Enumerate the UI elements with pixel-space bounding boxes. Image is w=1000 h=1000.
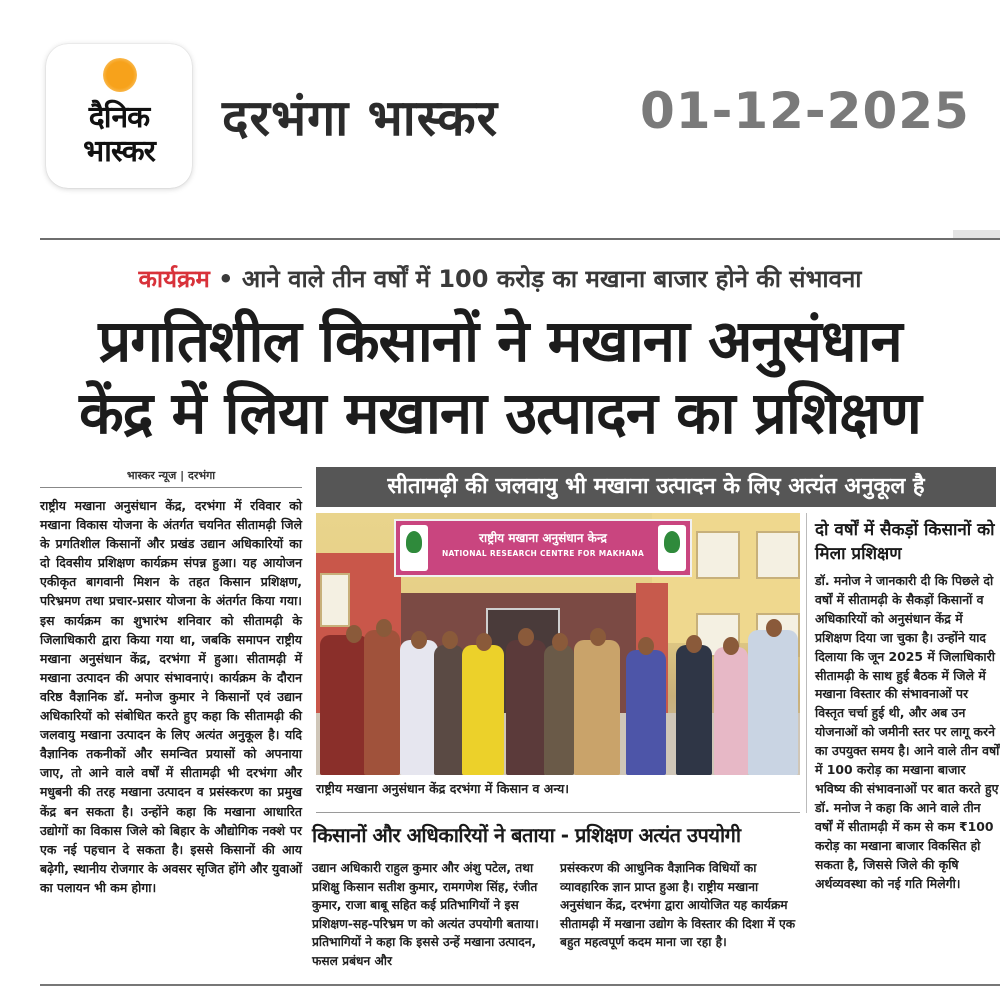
sun-icon	[103, 58, 137, 92]
person-head	[552, 633, 568, 651]
group-photo	[316, 513, 800, 775]
subsection-divider	[316, 812, 800, 813]
person-figure	[506, 640, 546, 775]
top-rule-tab	[953, 230, 1000, 238]
person-figure	[364, 630, 400, 775]
person-figure	[462, 645, 504, 775]
person-head	[476, 633, 492, 651]
person-head	[590, 628, 606, 646]
logo-line2: भास्कर	[83, 134, 155, 169]
sign-english-text: NATIONAL RESEARCH CENTRE FOR MAKHANA	[441, 549, 645, 558]
kicker-text: आने वाले तीन वर्षों में 100 करोड़ का मखाना बाजार होने की संभावना	[241, 265, 862, 293]
icar-logo-icon	[658, 525, 686, 571]
edition-date: 01-12-2025	[640, 82, 970, 140]
photo-window	[756, 531, 800, 579]
person-head	[766, 619, 782, 637]
kicker	[0, 262, 1000, 295]
person-head	[346, 625, 362, 643]
person-figure	[574, 640, 620, 775]
main-story-column	[40, 468, 302, 897]
top-divider	[40, 238, 1000, 240]
strap-headline: सीतामढ़ी की जलवायु भी मखाना उत्पादन के लिए अत्यंत अनुकूल है	[316, 467, 996, 507]
byline: भास्कर न्यूज | दरभंगा	[40, 468, 302, 488]
dainik-bhaskar-logo	[46, 44, 192, 188]
person-head	[518, 628, 534, 646]
person-head	[442, 631, 458, 649]
person-figure	[714, 647, 748, 775]
sidebar-body: डॉ. मनोज ने जानकारी दी कि पिछले दो वर्षों में सीतामढ़ी के सैकड़ों किसानों व अधिकारियों को अनुसंधान केंद्र में प्रशिक्षण दिया जा चुका है। उन्होंने याद दिलाया कि जून 2025 में जिलाधिकारी सीतामढ़ी के साथ हुई बैठक में जिले में मखाना विस्तार की संभावनाओं पर विस्तृत चर्चा हुई थी, और अब उन योजनाओं को जमीनी स्तर पर लागू करने का उपयुक्त समय है। आने वाले तीन वर्षों में 100 करोड़ का मखाना बाजार भविष्य की संभावनाओं पर बात करते हुए डॉ. मनोज ने कहा कि आने वाले तीन वर्षों में सीतामढ़ी में कम से कम ₹100 करोड़ का मखाना बाजार विकसित हो सकता है, जिससे जिले की कृषि अर्थव्यवस्था को नई गति मिलेगी।	[815, 573, 1000, 891]
person-figure	[400, 640, 438, 775]
person-head	[376, 619, 392, 637]
sidebar-heading: दो वर्षों में सैकड़ों किसानों को मिला प्रशिक्षण	[815, 520, 995, 564]
icar-logo-icon	[400, 525, 428, 571]
institute-signboard	[394, 519, 692, 577]
person-head	[686, 635, 702, 653]
sidebar-divider	[806, 513, 807, 813]
kicker-separator: •	[209, 265, 242, 293]
kicker-tag: कार्यक्रम	[138, 265, 210, 293]
photo-window	[696, 531, 740, 579]
person-figure	[320, 635, 368, 775]
person-figure	[434, 645, 464, 775]
edition-name: दरभंगा भास्कर	[222, 89, 499, 147]
bottom-divider	[40, 984, 1000, 986]
person-figure	[626, 650, 666, 775]
subsection-column-2: प्रसंस्करण की आधुनिक वैज्ञानिक विधियों का व्यावहारिक ज्ञान प्राप्त हुआ है। राष्ट्रीय मखाना अनुसंधान केंद्र, दरभंगा द्वारा आयोजित यह कार्यक्रम सीतामढ़ी में मखाना उद्योग के विस्तार की दिशा में एक बहुत महत्वपूर्ण कदम माना जा रहा है।	[560, 861, 796, 950]
sign-hindi-text: राष्ट्रीय मखाना अनुसंधान केन्द्र	[479, 531, 607, 545]
logo-line1: दैनिक	[88, 100, 150, 135]
main-story-body: राष्ट्रीय मखाना अनुसंधान केंद्र, दरभंगा में रविवार को मखाना विकास योजना के अंतर्गत चयनित सीतामढ़ी जिले के प्रगतिशील किसानों और प्रखंड उद्यान अधिकारियों का दो दिवसीय प्रशिक्षण कार्यक्रम संपन्न हुआ। यह आयोजन एकीकृत बागवानी मिशन के तहत किसान प्रशिक्षण, परिभ्रमण तथा प्रचार-प्रसार योजना के अंतर्गत किया गया। इस कार्यक्रम का शुभारंभ शनिवार को सीतामढ़ी के जिलाधिकारी द्वारा किया गया था, जबकि समापन राष्ट्रीय मखाना अनुसंधान केंद्र, दरभंगा में हुआ। सीतामढ़ी में मखाना उत्पादन की अपार संभावनाएं। कार्यक्रम के दौरान वरिष्ठ वैज्ञानिक डॉ. मनोज कुमार ने किसानों एवं उद्यान अधिकारियों को संबोधित करते हुए कहा कि सीतामढ़ी की जलवायु मखाना उत्पादन के लिए अत्यंत अनुकूल है। यदि वैज्ञानिक तकनीकों और समन्वित प्रयासों को अपनाया जाए, तो आने वाले वर्षों में सीतामढ़ी भी दरभंगा और मधुबनी की तरह मखाना उत्पादन व प्रसंस्करण का प्रमुख केंद्र बन सकता है। उन्होंने कहा कि मखाना आधारित उद्योगों का विकास जिले को बिहार के औद्योगिक नक्शे पर एक नई पहचान दे सकता है। इससे किसानों की आय बढ़ेगी, स्थानीय रोजगार के अवसर सृजित होंगे और युवाओं का पलायन भी कम होगा।	[40, 498, 302, 895]
person-head	[723, 637, 739, 655]
photo-caption: राष्ट्रीय मखाना अनुसंधान केंद्र दरभंगा में किसान व अन्य।	[316, 781, 570, 796]
person-figure	[748, 630, 798, 775]
headline-line-1: प्रगतिशील किसानों ने मखाना अनुसंधान	[98, 307, 902, 375]
subsection-column-1: उद्यान अधिकारी राहुल कुमार और अंशु पटेल, तथा प्रशिक्षु किसान सतीश कुमार, रामगणेश सिंह, रंजीत कुमार, राजा बाबू सहित कई प्रतिभागियों ने इस प्रशिक्षण-सह-परिभ्रम ण को अत्यंत उपयोगी बताया। प्रतिभागियों ने कहा कि इससे उन्हें मखाना उत्पादन, फसल प्रबंधन और	[312, 861, 539, 968]
photo-window	[320, 573, 350, 627]
headline-line-2: केंद्र में लिया मखाना उत्पादन का प्रशिक्षण	[79, 379, 921, 447]
person-head	[638, 637, 654, 655]
subsection-heading: किसानों और अधिकारियों ने बताया - प्रशिक्षण अत्यंत उपयोगी	[312, 823, 741, 847]
person-figure	[544, 645, 574, 775]
person-head	[411, 631, 427, 649]
person-figure	[676, 645, 712, 775]
